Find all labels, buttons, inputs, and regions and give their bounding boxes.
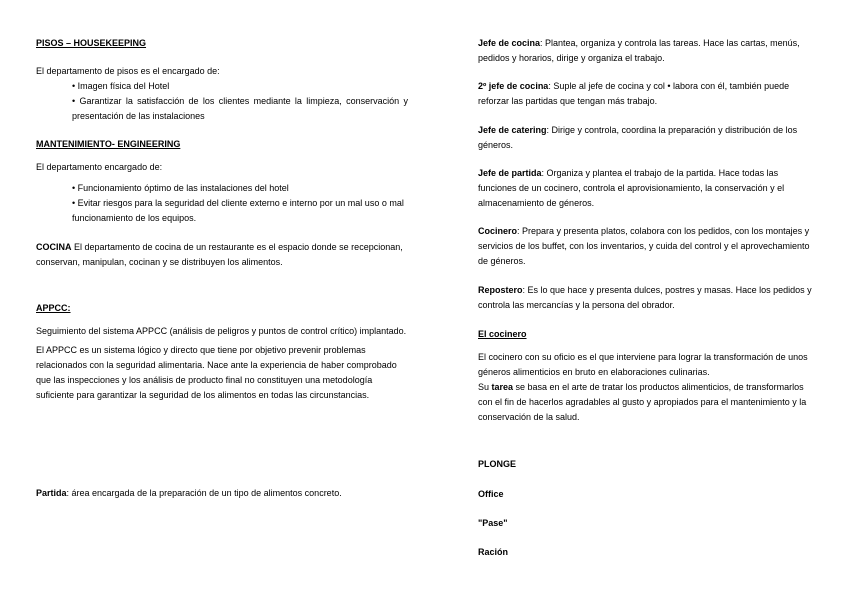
racion-heading: Ración	[478, 547, 509, 557]
pisos-bullet-1: • Imagen física del Hotel	[72, 81, 170, 91]
cocinero-entry	[478, 224, 814, 269]
jefe-cocina-text: : Plantea, organiza y controla las tareas. Hace las cartas, menús, pedidos y horarios, dirige y organiza el trabajo.	[478, 38, 800, 63]
cocina-term: COCINA	[36, 242, 72, 252]
appcc-paragraph-2: El APPCC es un sistema lógico y directo que tiene por objetivo prevenir problemas relacionados con la seguridad alimentaria. Nace ante la experiencia de haber comprobado que las inspecciones y los análisis de producto final no constituyen una metodología suficiente para garantizar la seguridad de los alimentos en todas las circunstancias.	[36, 345, 397, 400]
jefe-partida-paragraph	[478, 166, 814, 211]
cocina-text: El departamento de cocina de un restaurante es el espacio donde se recepcionan, conservan, manipulan, cocinan y se distribuyen los alimentos.	[36, 242, 403, 267]
mantenimiento-bullet-1: • Funcionamiento óptimo de las instalaciones del hotel	[72, 183, 289, 193]
racion-heading-block	[478, 545, 814, 560]
pisos-title: PISOS – HOUSEKEEPING	[36, 38, 147, 48]
pisos-body	[36, 64, 408, 124]
pisos-section	[36, 36, 408, 51]
jefe-partida-entry	[478, 166, 814, 211]
appcc-title: APPCC:	[36, 303, 71, 313]
mantenimiento-intro: El departamento encargado de:	[36, 162, 163, 172]
partida-term: Partida	[36, 488, 67, 498]
pase-heading-block	[478, 516, 814, 531]
el-cocinero-title: El cocinero	[478, 329, 527, 339]
jefe-cocina-entry	[478, 36, 814, 66]
jefe-catering-text: : Dirige y controla, coordina la preparación y distribución de los géneros.	[478, 125, 798, 150]
segundo-jefe-paragraph	[478, 79, 814, 109]
appcc-paragraph-1: Seguimiento del sistema APPCC (análisis de peligros y puntos de control crítico) implantado.	[36, 326, 407, 336]
mantenimiento-bullet-2: • Evitar riesgos para la seguridad del cliente externo e interno por un mal uso o mal funcionamiento de los equipos.	[72, 198, 404, 223]
jefe-cocina-term: Jefe de cocina	[478, 38, 541, 48]
segundo-jefe-term: 2º jefe de cocina	[478, 81, 549, 91]
plonge-heading: PLONGE	[478, 459, 517, 469]
jefe-cocina-paragraph	[478, 36, 814, 66]
repostero-paragraph	[478, 283, 814, 313]
partida-text: : área encargada de la preparación de un tipo de alimentos concreto.	[66, 488, 342, 498]
jefe-catering-paragraph	[478, 123, 814, 153]
appcc-section	[36, 301, 408, 403]
plonge-heading-block	[478, 457, 814, 472]
mantenimiento-section	[36, 137, 408, 226]
segundo-jefe-entry	[478, 79, 814, 109]
el-cocinero-paragraph-2	[478, 380, 814, 425]
el-cocinero-section	[478, 327, 814, 425]
cocina-section	[36, 240, 408, 270]
office-heading: Office	[478, 489, 504, 499]
cocinero-term: Cocinero	[478, 226, 518, 236]
jefe-catering-term: Jefe de catering	[478, 125, 547, 135]
cocina-paragraph	[36, 240, 408, 270]
jefe-catering-entry	[478, 123, 814, 153]
mantenimiento-title: MANTENIMIENTO- ENGINEERING	[36, 139, 181, 149]
pase-heading: "Pase"	[478, 518, 508, 528]
cocinero-text: : Prepara y presenta platos, colabora con los pedidos, con los montajes y servicios de los buffet, con los inventarios, y cuida del control y el aprovechamiento de géneros.	[478, 226, 810, 266]
office-heading-block	[478, 487, 814, 502]
jefe-partida-term: Jefe de partida	[478, 168, 542, 178]
repostero-text: : Es lo que hace y presenta dulces, postres y masas. Hace los pedidos y controla las mercancías y la persona del obrador.	[478, 285, 812, 310]
segundo-jefe-text: : Suple al jefe de cocina y col • labora con él, también puede reforzar las partidas que tengan más trabajo.	[478, 81, 790, 106]
partida-section	[36, 486, 408, 501]
cocinero-paragraph	[478, 224, 814, 269]
repostero-term: Repostero	[478, 285, 523, 295]
el-cocinero-p2-end: se basa en el arte de tratar los productos alimenticios, de transformarlos con el fin de hacerlos agradables al gusto y apropiados para el mantenimiento y la conservación de la salud.	[478, 382, 807, 422]
pisos-bullet-2-text: • Garantizar la satisfacción de los clientes mediante la limpieza, conservación y presentación de las instalaciones	[72, 96, 408, 121]
pisos-intro: El departamento de pisos es el encargado de:	[36, 66, 220, 76]
el-cocinero-paragraph-1: El cocinero con su oficio es el que interviene para lograr la transformación de unos géneros alimenticios en bruto en elaboraciones culinarias.	[478, 352, 808, 377]
jefe-partida-text: : Organiza y plantea el trabajo de la partida. Hace todas las funciones de un cocinero, controla el aprovisionamiento, la conservación y el almacenamiento de géneros.	[478, 168, 785, 208]
pisos-bullet-2	[36, 94, 408, 124]
partida-paragraph	[36, 486, 408, 501]
el-cocinero-tarea-term: tarea	[491, 382, 514, 392]
el-cocinero-p2-start: Su	[478, 382, 492, 392]
repostero-entry	[478, 283, 814, 313]
